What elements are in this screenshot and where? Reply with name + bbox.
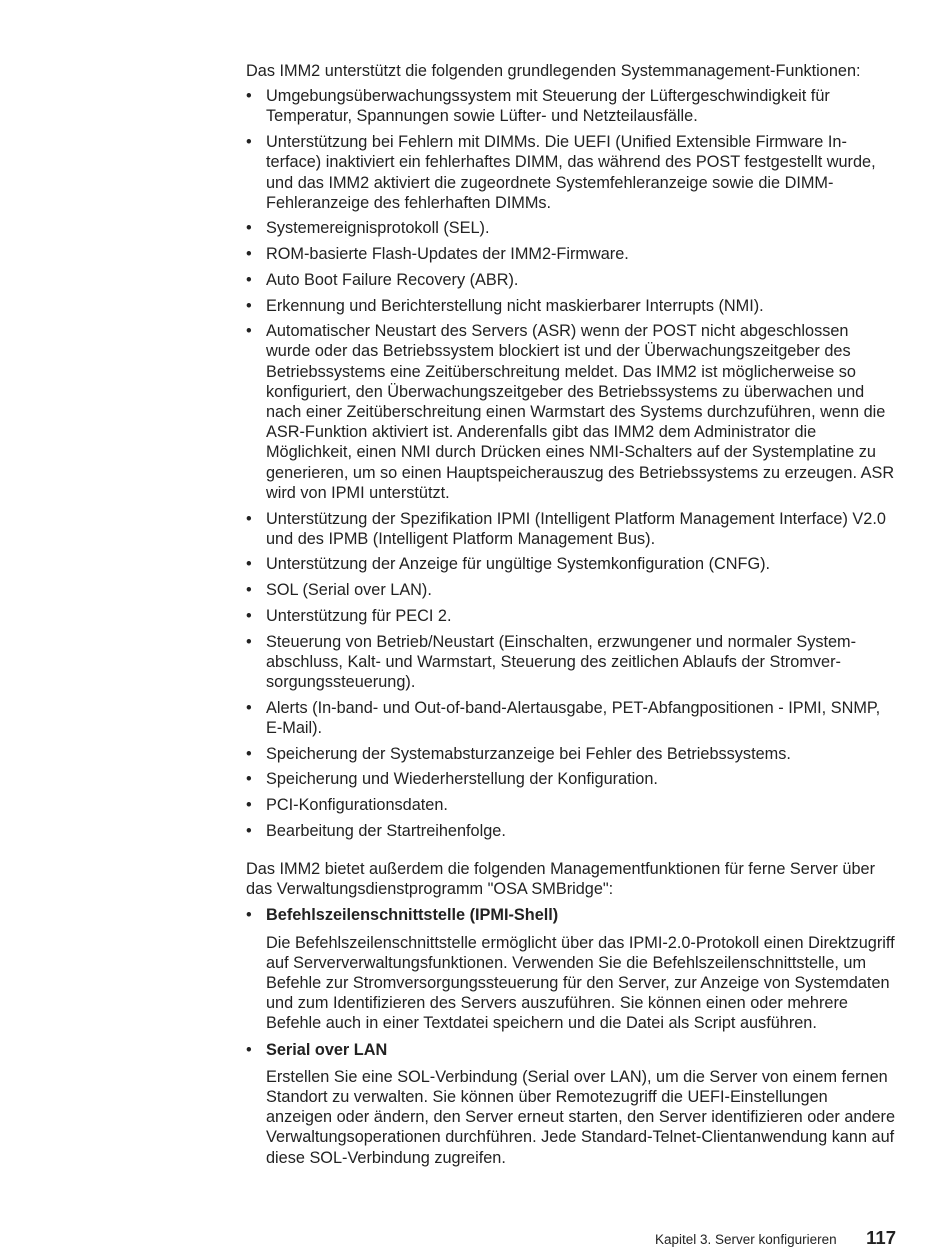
list-item: • Systemereignisprotokoll (SEL). xyxy=(246,218,896,238)
list-item: • Unterstützung der Spezifikation IPMI (Intelligent Platform Management Interface) V2.0 und des IPMB (Intelligent Platform Management Bus). xyxy=(246,509,896,549)
remote-function-description: Die Befehlszeilenschnittstelle ermöglicht über das IPMI-2.0-Protokoll einen Direktzugriff auf Serververwaltungsfunktionen. Verwenden Sie die Befehlszeilenschnittstelle, um Befehle zur Stromversorgungssteuerung für den Server, zur Anzeige von Systemdaten und zum Identifizieren des Servers auszuführen. Sie können einen oder mehrere Befehle auch in einer Textdatei speichern und die Datei als Script ausführen. xyxy=(266,933,895,1033)
list-item: • Speicherung der Systemabsturzanzeige bei Fehler des Betriebssystems. xyxy=(246,744,896,764)
list-item: • SOL (Serial over LAN). xyxy=(246,580,896,600)
list-item: • Erkennung und Berichterstellung nicht maskierbarer Interrupts (NMI). xyxy=(246,296,896,316)
list-item: • Speicherung und Wiederherstellung der Konfiguration. xyxy=(246,769,896,789)
remote-function-description: Erstellen Sie eine SOL-Verbindung (Serial over LAN), um die Server von einem fernen Standort zu verwalten. Sie können über Remotezugriff die UEFI-Einstellungen anzeigen oder ändern, den Server erneut starten, den Server identifizieren oder andere Verwaltungsoperationen durchführen. Jede Standard-Telnet-Clientanwendung kann auf diese SOL-Verbindung zugreifen. xyxy=(266,1067,896,1167)
list-item: • Alerts (In-band- und Out-of-band-Alertausgabe, PET-Abfangpositionen - IPMI, SNMP, E-Mail). xyxy=(246,698,896,738)
page-footer xyxy=(655,1228,896,1248)
list-item: • Steuerung von Betrieb/Neustart (Einschalten, erzwungener und normaler Systemabschluss, Kalt- und Warmstart, Steuerung des zeitlichen Ablaufs der Stromversorgungssteuerung). xyxy=(246,632,896,693)
remote-intro-paragraph: Das IMM2 bietet außerdem die folgenden Managementfunktionen für ferne Server über das Verwaltungsdienstprogramm "OSA SMBridge": xyxy=(246,859,875,899)
list-item: • Unterstützung für PECI 2. xyxy=(246,606,896,626)
remote-function-title: • Serial over LAN xyxy=(266,1040,388,1059)
chapter-label: Kapitel 3. Server konfigurieren xyxy=(655,1232,837,1247)
remote-function-item xyxy=(246,905,896,1033)
list-item: • Automatischer Neustart des Servers (ASR) wenn der POST nicht abgeschlossen wurde oder das Betriebssystem blockiert ist und der Überwachungszeitgeber des Betriebssystems eine Zeitüberschreitung meldet. Das IMM2 ist möglicherweise so konfiguriert, den Überwachungszeitgeber des Betriebssystems zu überwachen und nach einer Zeitüberschreitung einen Warmstart des Systems durchzuführen, wenn die ASR-Funktion aktiviert ist. Anderenfalls gibt das IMM2 dem Administrator die Möglichkeit, einen NMI durch Drücken eines NMI-Schalters auf der Systemplatine zu generieren, um so einen Hauptspeicherauszug des Betriebssystems zu erzeugen. ASR wird von IPMI unterstützt. xyxy=(246,321,896,503)
remote-function-list xyxy=(246,905,896,1167)
intro-paragraph: Das IMM2 unterstützt die folgenden grundlegenden Systemmanagement-Funktionen: xyxy=(246,62,861,80)
list-item: • Auto Boot Failure Recovery (ABR). xyxy=(246,270,896,290)
list-item: • Umgebungsüberwachungssystem mit Steuerung der Lüftergeschwindigkeit für Temperatur, Spannungen sowie Lüfter- und Netzteilausfälle. xyxy=(246,86,896,126)
list-item: • Bearbeitung der Startreihenfolge. xyxy=(246,821,896,841)
page-content xyxy=(246,61,896,1174)
remote-function-title: • Befehlszeilenschnittstelle (IPMI-Shell) xyxy=(266,906,559,925)
remote-function-item xyxy=(246,1040,896,1168)
page-number: 117 xyxy=(866,1227,896,1248)
feature-list xyxy=(246,86,896,841)
list-item: • Unterstützung bei Fehlern mit DIMMs. Die UEFI (Unified Extensible Firmware Interface) inaktiviert ein fehlerhaftes DIMM, das während des POST festgestellt wurde, und das IMM2 aktiviert die zugeordnete Systemfehleranzeige sowie die DIMM-Fehleranzeige des fehlerhaften DIMMs. xyxy=(246,132,896,213)
list-item: • Unterstützung der Anzeige für ungültige Systemkonfiguration (CNFG). xyxy=(246,554,896,574)
list-item: • ROM-basierte Flash-Updates der IMM2-Firmware. xyxy=(246,244,896,264)
list-item: • PCI-Konfigurationsdaten. xyxy=(246,795,896,815)
